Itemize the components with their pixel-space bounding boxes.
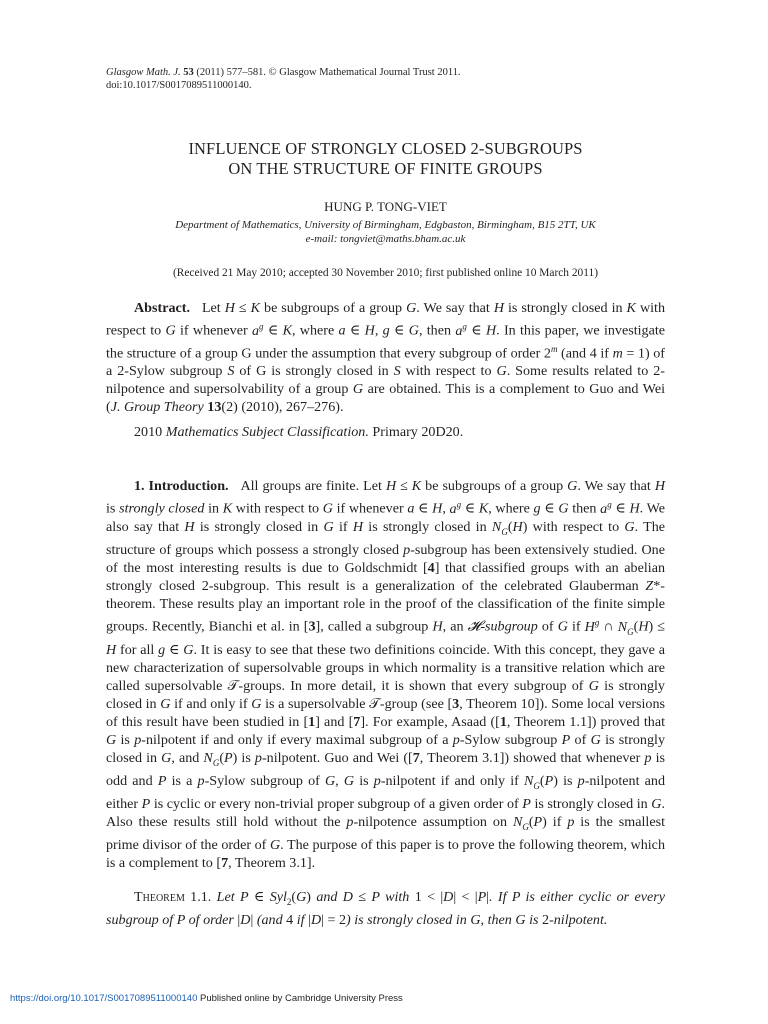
abstract — [106, 299, 665, 416]
theorem-paragraph: Theorem 1.1. Let P ∈ Syl$_2$(G) and D ≤ P with 1 < |D| < |P|. If P is either cyclic or every subgroup of P of order |D| (and 4 if |D| = 2) is strongly closed in G, then G is 2-nilpotent. — [106, 888, 665, 928]
msc-value: Primary 20D20. — [372, 424, 464, 441]
doi-link[interactable]: https://doi.org/10.1017/S0017089511000140 — [10, 993, 198, 1004]
intro-heading: 1. Introduction. — [134, 478, 229, 495]
introduction-section — [106, 477, 665, 871]
theorem-1-1 — [106, 888, 665, 929]
affiliation-text: Department of Mathematics, University of Birmingham, Edgbaston, Birmingham, B15 2TT, UK — [175, 219, 596, 231]
msc-year: 2010 — [134, 424, 163, 441]
abstract-paragraph: Abstract. Let H ≤ K be subgroups of a group G. We say that H is strongly closed in K with respect to G if whenever $a^g$ ∈ K, where a ∈ H, g ∈ G, then $a^g$ ∈ H. In this paper, we investigate the structure of a group G under the assumption that every subgroup of order 2$^m$ (and 4 if m = 1) of a 2-Sylow subgroup S of G is strongly closed in S with respect to G. Some results related to 2-nilpotence and supersolvability of a group G are obtained. This is a complement to Guo and Wei (J. Group Theory 13(2) (2010), 267–276). — [106, 300, 666, 416]
article-page — [106, 66, 665, 929]
author-name: HUNG P. TONG-VIET — [324, 199, 447, 214]
msc-classification — [106, 424, 665, 441]
received-dates: (Received 21 May 2010; accepted 30 November 2010; first published online 10 March 2011) — [172, 267, 599, 279]
title-line-2: ON THE STRUCTURE OF FINITE GROUPS — [228, 159, 543, 178]
page-footer — [10, 993, 403, 1004]
journal-doi: doi:10.1017/S0017089511000140. — [106, 80, 252, 91]
footer-text: Published online by Cambridge University Press — [200, 993, 403, 1004]
abstract-label: Abstract. — [134, 300, 190, 316]
theorem-label: Theorem 1.1. — [134, 888, 212, 905]
title-line-1: INFLUENCE OF STRONGLY CLOSED 2-SUBGROUPS — [188, 139, 583, 158]
article-title — [106, 139, 665, 179]
journal-citation: Glasgow Math. J. 53 (2011) 577–581. © Glasgow Mathematical Journal Trust 2011. — [106, 67, 461, 78]
msc-label: Mathematics Subject Classification. — [165, 424, 369, 441]
intro-paragraph: 1. Introduction. All groups are finite. Let H ≤ K be subgroups of a group G. We say that H is strongly closed in K with respect to G if whenever a ∈ H, $a^g$ ∈ K, where g ∈ G then $a^g$ ∈ H. We also say that H is strongly closed in G if H is strongly closed in $N_G(H)$ with respect to G. The structure of groups which possess a strongly closed p-subgroup has been extensively studied. One of the most interesting results is due to Goldschmidt [4] that classified groups with an abelian strongly closed 2-subgroup. This result is a generalization of the celebrated Glauberman Z*-theorem. These results play an important role in the proof of the classification of the finite simple groups. Recently, Bianchi et al. in [3], called a subgroup H, an 𝓗-subgroup of G if $H^g$ ∩ $N_G(H) \le H$ for all g ∈ G. It is easy to see that these two definitions coincide. With this concept, they gave a new characterization of supersolvable groups in which normality is a transitive relation which are called supersolvable 𝒯-groups. In more detail, it is shown that every subgroup of G is strongly closed in G if and only if G is a supersolvable 𝒯-group (see [3, Theorem 10]). Some local versions of this result have been studied in [1] and [7]. For example, Asaad ([1, Theorem 1.1]) proved that G is p-nilpotent if and only if every maximal subgroup of a p-Sylow subgroup P of G is strongly closed in G, and $N_G(P)$ is p-nilpotent. Guo and Wei ([7, Theorem 3.1]) showed that whenever p is odd and P is a p-Sylow subgroup of G, G is p-nilpotent if and only if $N_G(P)$ is p-nilpotent and either P is cyclic or every non-trivial proper subgroup of a given order of P is strongly closed in G. Also these results still hold without the p-nilpotence assumption on $N_G(P)$ if p is the smallest prime divisor of the order of G. The purpose of this paper is to prove the following theorem, which is a complement to [7, Theorem 3.1]. — [106, 478, 666, 871]
author-affiliation — [106, 218, 665, 246]
author-email[interactable]: e-mail: tongviet@maths.bham.ac.uk — [305, 233, 466, 245]
journal-header — [106, 66, 665, 92]
